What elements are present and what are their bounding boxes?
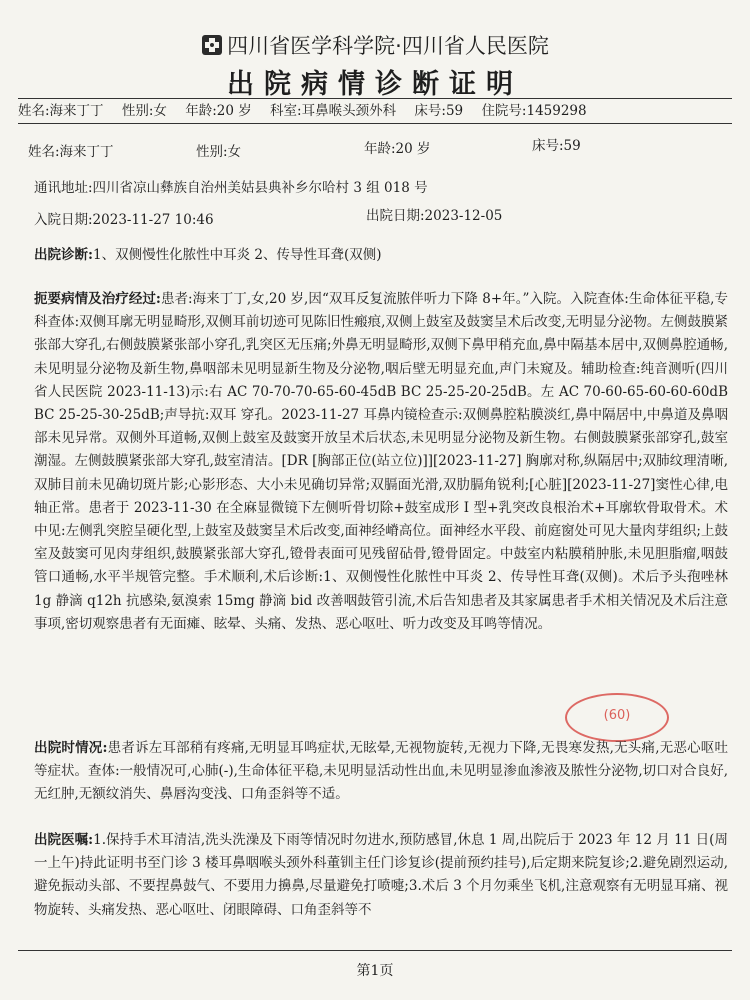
info-dept: 科室:耳鼻喉头颈外科 [270,103,397,119]
patient-name: 姓名:海来丁丁 [28,144,114,160]
info-sex: 性别:女 [121,103,167,119]
discharge-date: 出院日期:2023-12-05 [366,208,503,224]
info-bed: 床号:59 [414,103,464,119]
document-title: 出院病情诊断证明 [227,69,523,100]
summary-label: 扼要病情及治疗经过: [34,291,161,307]
patient-sex: 性别:女 [196,144,242,160]
patient-bed: 床号:59 [532,138,581,154]
page-number: 第1页 [356,963,394,979]
hospital-header [0,30,750,60]
diagnosis-text: 1、双侧慢性化脓性中耳炎 2、传导性耳聋(双侧) [92,247,382,263]
hospital-logo-icon [201,34,223,56]
summary-text: 患者:海来丁丁,女,20 岁,因“双耳反复流脓伴听力下降 8+年。”入院。入院查体:生命体征平稳,专科查体:双侧耳廓无明显畸形,双侧耳前切迹可见陈旧性瘢痕,双侧上鼓室及鼓窦呈术后改变,无明显分泌物。左侧鼓膜紧张部大穿孔,右侧鼓膜紧张部小穿孔,乳突区无压痛;外鼻无明显畸形,双侧下鼻甲稍充血,鼻中隔基本居中,双侧鼻腔通畅,未见明显分泌物及新生物,鼻咽部未见明显新生物及分泌物,咽后壁无明显充血,声门未窥及。辅助检查:纯音测听(四川省人民医院 2023-11-13)示:右 AC 70-70-70-65-60-45dB BC 25-25-20-25dB。左 AC 70-60-65-60-60-60dB BC 25-25-30-25dB;声导抗:双耳 穿孔。2023-11-27 耳鼻内镜检查示:双侧鼻腔粘膜淡红,鼻中隔居中,中鼻道及鼻咽部未见异常。双侧外耳道畅,双侧上鼓室及鼓窦开放呈术后状态,未见明显分泌物及新生物。右侧鼓膜紧张部穿孔,鼓室潮湿。左侧鼓膜紧张部大穿孔,鼓室清洁。[DR [胸部正位(站立位)]][2023-11-27] 胸廓对称,纵隔居中;双肺纹理清晰,双肺目前未见确切斑片影;心影形态、大小未见确切异常;双膈面光滑,双肋膈角锐利;[心脏][2023-11-27]窦性心律,电轴正常。患者于 2023-11-30 在全麻显微镜下左侧听骨切除+鼓室成形 I 型+乳突改良根治术+耳廓软骨取骨术。术中见:左侧乳突腔呈硬化型,上鼓室及鼓窦呈术后改变,面神经嵴高位。面神经水平段、前庭窗处可见大量肉芽组织;上鼓室及鼓窦可见肉芽组织,鼓膜紧张部大穿孔,镫骨表面可见残留砧骨,镫骨固定。中鼓室内粘膜稍肿胀,未见胆脂瘤,咽鼓管口通畅,水平半规管完整。手术顺利,术后诊断:1、双侧慢性化脓性中耳炎 2、传导性耳聋(双侧)。术后予头孢唑林 1g 静滴 q12h 抗感染,氨溴索 15mg 静滴 bid 改善咽鼓管引流,术后告知患者及其家属患者手术相关情况及术后注意事项,密切观察患者有无面瘫、眩晕、头痛、发热、恶心呕吐、听力改变及耳鸣等情况。 [34,291,728,632]
discharge-diagnosis [34,243,382,263]
info-admission-no: 住院号:1459298 [481,103,587,119]
orders-label: 出院医嘱: [34,832,94,848]
treatment-summary [34,288,728,636]
status-text: 患者诉左耳部稍有疼痛,无明显耳鸣症状,无眩晕,无视物旋转,无视力下降,无畏寒发热,无头痛,无恶心呕吐等症状。查体:一般情况可,心肺(-),生命体征平稳,未见明显活动性出血,未见明显渗血渗液及脓性分泌物,切口对合良好,无红肿,无额纹消失、鼻唇沟变浅、口角歪斜等不适。 [34,740,728,803]
footer-divider [18,950,732,951]
discharge-status [34,737,728,807]
discharge-orders [34,829,728,922]
orders-text: 1.保持手术耳清洁,洗头洗澡及下雨等情况时勿进水,预防感冒,休息 1 周,出院后于 2023 年 12 月 11 日(周一上午)持此证明书至门诊 3 楼耳鼻咽喉头颈外科董钏主任门诊复诊(提前预约挂号),后定期来院复诊;2.避免剧烈运动,避免振动头部、不要捏鼻鼓气、不要用力擤鼻,尽量避免打喷嚏;3.术后 3 个月勿乘坐飞机,注意观察有无明显耳痛、视物旋转、头痛发热、恶心呕吐、闭眼障碍、口角歪斜等不 [34,832,728,918]
patient-age: 年龄:20 岁 [364,141,431,157]
info-name: 姓名:海来丁丁 [18,103,104,119]
status-label: 出院时情况: [34,740,108,756]
patient-address: 通讯地址:四川省凉山彝族自治州美姑县典补乡尔哈村 3 组 018 号 [34,180,428,196]
hospital-name: 四川省医学科学院·四川省人民医院 [227,34,549,58]
info-bar [18,98,732,124]
info-age: 年龄:20 岁 [185,103,252,119]
diagnosis-label: 出院诊断: [34,247,93,263]
red-stamp: (60) [565,693,669,742]
admit-date: 入院日期:2023-11-27 10:46 [34,212,214,228]
